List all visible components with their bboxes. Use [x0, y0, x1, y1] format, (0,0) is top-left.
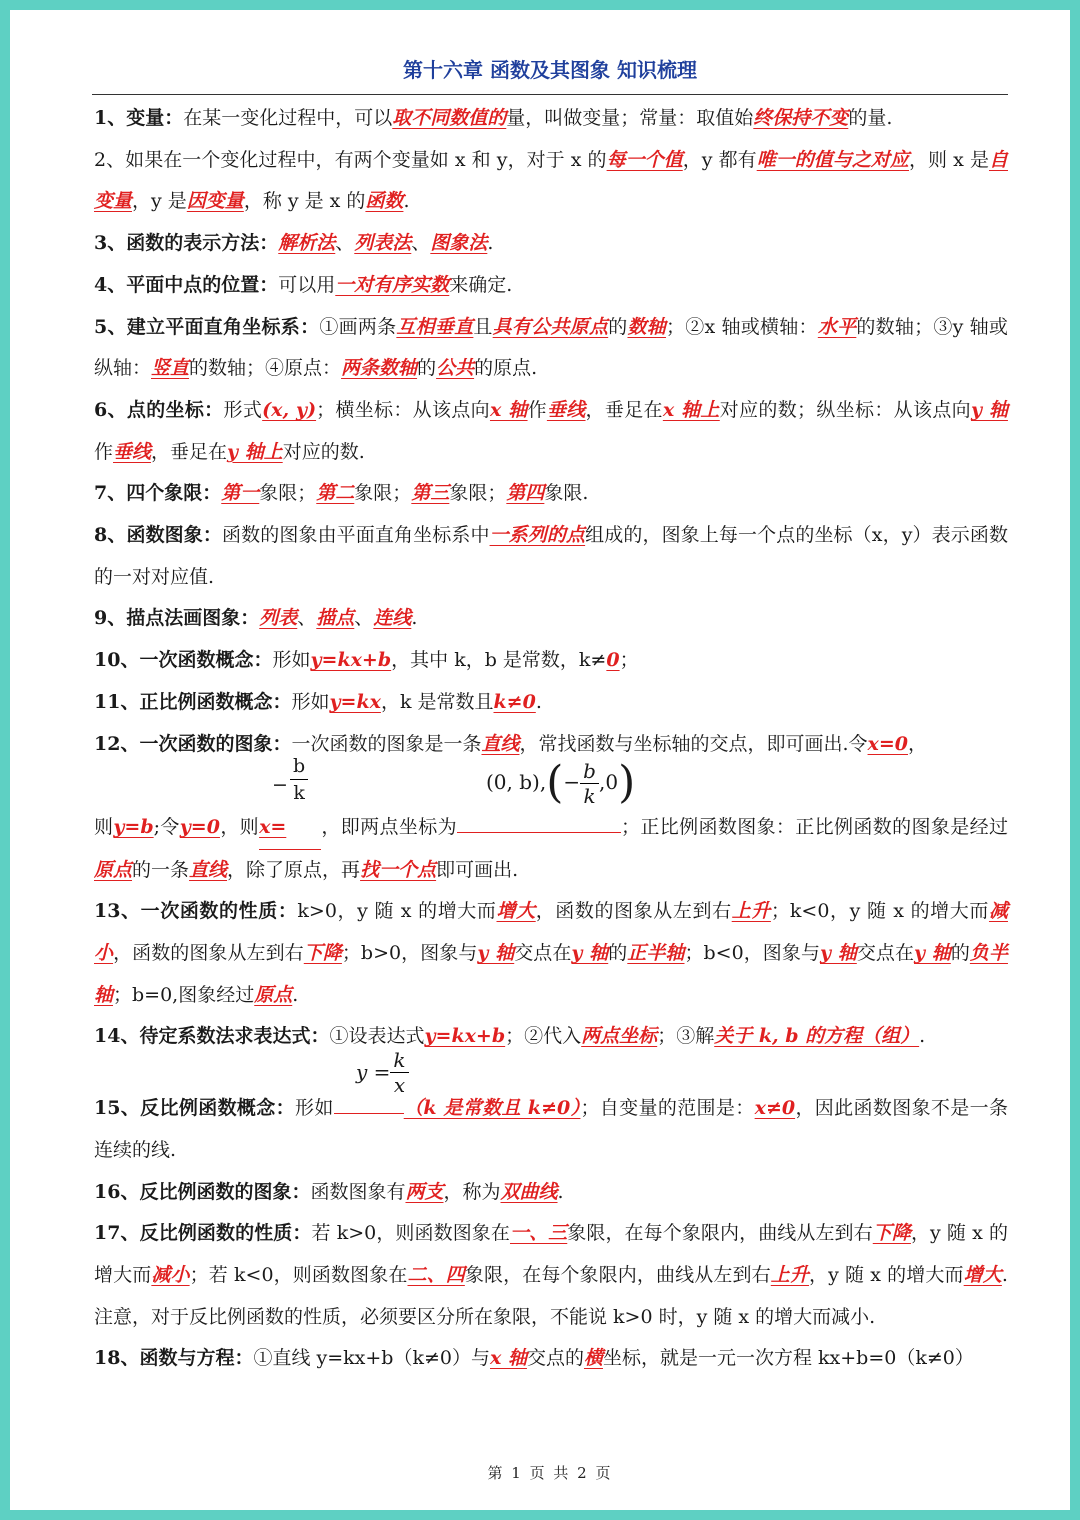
text: 的量. [848, 107, 893, 129]
text: ①直线 y=kx+b（k≠0）与 [253, 1347, 490, 1370]
item-label: 一次函数的图象： [139, 732, 292, 755]
answer: 垂线 [546, 398, 586, 421]
text: 、 [335, 232, 355, 255]
text: ， [908, 732, 928, 755]
answer: 一系列的点 [489, 524, 586, 547]
title-rule [92, 94, 1008, 95]
answer: k≠0 [493, 690, 536, 713]
text: .注意，对于反比例函数的性质，必须要区分所在象限，不能说 k>0 时，y 随 x 的增大而减小. [94, 1263, 1008, 1328]
answer: 列表 [259, 607, 298, 630]
text: ；k<0，y 随 x 的增大而 [770, 900, 989, 923]
text: 象限，在每个象限内，曲线从左到右 [567, 1222, 873, 1245]
item-9 [94, 598, 1008, 640]
answer: y=0 [179, 815, 220, 838]
item-number: 12、 [94, 732, 140, 755]
text: ，则 x 是 [909, 148, 989, 171]
text: ，y 都有 [682, 148, 757, 171]
text: ；若 k<0，则函数图象在 [189, 1263, 408, 1286]
text: 可以用 [278, 273, 336, 296]
text: ①设表达式 [329, 1025, 425, 1048]
item-number: 11、 [94, 690, 140, 713]
text: 作 [94, 440, 114, 463]
text: . [487, 232, 494, 255]
answer: 两条数轴 [341, 357, 418, 380]
item-number: 14、 [94, 1025, 140, 1048]
item-4 [94, 265, 1008, 307]
text: . [557, 1180, 564, 1203]
answer: （k 是常数且 k≠0） [403, 1097, 581, 1120]
answer: 数轴 [627, 315, 666, 338]
text: ，因此函数图象不是一条连续的线. [94, 1097, 1008, 1161]
answer: y=kx [329, 690, 381, 713]
answer: 第三 [411, 482, 450, 505]
text: 的数轴；③y 轴或纵轴： [94, 315, 1008, 380]
item-12-formula-line [94, 755, 1008, 809]
text: 的原点. [474, 357, 538, 380]
two-points-formula [486, 755, 635, 811]
text: ；③解 [657, 1025, 715, 1048]
item-label: 平面中点的位置： [126, 273, 279, 296]
text: ；②代入 [505, 1025, 582, 1048]
item-5 [94, 307, 1008, 390]
text: 函数的图象由平面直角坐标系中 [222, 524, 490, 547]
answer: 函数 [365, 190, 404, 213]
answer: 描点 [316, 607, 355, 630]
item-number: 13、 [94, 900, 141, 923]
answer: 双曲线 [500, 1180, 558, 1203]
text: 形如 [272, 649, 311, 672]
answer: 终保持不变 [753, 107, 849, 129]
paren-open: ( [546, 757, 564, 809]
text: 交点在 [514, 942, 572, 965]
answer: 自变量 [94, 148, 1008, 213]
text: ；正比例函数图象：正比例函数的图象是经过 [621, 815, 1008, 838]
item-number: 6、 [94, 398, 127, 421]
item-1 [94, 98, 1008, 140]
content [94, 98, 1008, 1380]
answer: 连线 [373, 607, 412, 630]
answer: 0 [606, 649, 620, 672]
item-label: 函数图象： [126, 524, 223, 547]
text: 形如 [291, 690, 330, 713]
text: ，函数的图象从左到右 [113, 942, 304, 965]
item-3 [94, 223, 1008, 265]
page-title: 第十六章 函数及其图象 知识梳理 [403, 58, 697, 82]
item-label: 待定系数法求表达式： [139, 1025, 330, 1048]
answer: 二、四 [407, 1263, 465, 1286]
answer: 上升 [770, 1263, 810, 1286]
answer: 列表法 [354, 232, 412, 255]
item-label: 函数的表示方法： [126, 232, 279, 255]
text: 组成的，图象上每一个点的坐标（x，y）表示函数的一对对应值. [94, 524, 1008, 588]
item-number: 17、 [94, 1222, 140, 1245]
item-label: 一次函数的性质： [140, 900, 298, 923]
item-number: 9、 [94, 607, 127, 630]
answer: y 轴上 [227, 440, 283, 463]
answer: x≠0 [754, 1097, 796, 1120]
answer: 减小 [151, 1263, 190, 1286]
text: ；横坐标：从该点向 [316, 398, 490, 421]
fraction-denominator: x [393, 1073, 406, 1098]
fraction-b-over-k [290, 753, 308, 806]
inverse-function-formula [356, 1048, 409, 1097]
text: ，y 随 x 的增大而 [809, 1263, 964, 1286]
text: ，称为 [443, 1180, 501, 1203]
answer: 垂线 [113, 440, 152, 463]
text: 交点的 [526, 1347, 584, 1370]
answer: y=kx+b [310, 649, 392, 672]
answer: (x, y) [262, 398, 317, 421]
text: 、 [297, 607, 317, 630]
item-label: 建立平面直角坐标系： [126, 315, 320, 338]
answer: 互相垂直 [396, 315, 474, 338]
text: 对应的数. [282, 440, 365, 463]
answer: 取不同数值的 [392, 107, 507, 129]
formula-lhs: y = [356, 1059, 391, 1084]
text: ； [619, 649, 639, 672]
item-label: 反比例函数的图象： [139, 1180, 311, 1203]
formula-fraction [390, 1048, 408, 1097]
item-label: 反比例函数的性质： [139, 1222, 312, 1245]
text: 形式 [223, 398, 263, 421]
blank-line [457, 832, 621, 833]
item-number: 3、 [94, 232, 127, 255]
text: ，常找函数与坐标轴的交点，即可画出.令 [519, 732, 868, 755]
answer: 具有公共原点 [492, 315, 609, 338]
answer: 一对有序实数 [335, 273, 450, 296]
text: 的 [608, 942, 628, 965]
text: ；b<0，图象与 [684, 942, 821, 965]
answer: y 轴 [571, 942, 609, 965]
text: 形如 [294, 1097, 334, 1120]
item-10 [94, 640, 1008, 682]
answer: 下降 [303, 942, 342, 965]
page-footer: 第 1 页 共 2 页 [487, 1464, 613, 1482]
item-label: 点的坐标： [126, 398, 224, 421]
text: 的数轴；④原点： [189, 357, 342, 380]
answer: y 轴 [914, 942, 951, 965]
fraction-denominator: k [583, 783, 596, 808]
text: 的 [417, 357, 437, 380]
text: ；②x 轴或横轴： [665, 315, 818, 338]
text: 来确定. [449, 273, 513, 296]
item-14 [94, 1016, 1008, 1058]
text: 的一条 [132, 858, 190, 881]
item-number: 8、 [94, 524, 127, 547]
answer: 第二 [316, 482, 355, 505]
answer: 正半轴 [627, 942, 685, 965]
text: 象限； [354, 482, 412, 505]
answer: 水平 [817, 315, 857, 338]
text: 象限； [259, 482, 317, 505]
text: 函数图象有 [310, 1180, 406, 1203]
answer: 第一 [221, 482, 260, 505]
point-2-minus: − [563, 770, 581, 795]
item-label: 描点法画图象： [126, 607, 260, 630]
item-label: 变量： [126, 107, 184, 129]
text: 若 k>0，则函数图象在 [311, 1222, 510, 1245]
item-label: 反比例函数概念： [140, 1097, 295, 1120]
text: 、 [411, 232, 431, 255]
answer: 找一个点 [360, 858, 437, 881]
answer: 增大 [963, 1263, 1002, 1286]
item-11 [94, 682, 1008, 724]
text: ;令 [153, 815, 180, 838]
text: 的 [608, 315, 628, 338]
answer: x=0 [867, 732, 909, 755]
answer: x 轴 [490, 1347, 527, 1370]
text: 一次函数的图象是一条 [291, 732, 482, 755]
text: ；b=0,图象经过 [113, 983, 255, 1006]
answer: 两点坐标 [581, 1025, 658, 1048]
text: ，则 [219, 815, 260, 838]
item-number: 10、 [94, 649, 140, 672]
text: 即可画出. [436, 858, 519, 881]
text: ，其中 k，b 是常数，k≠ [391, 649, 607, 672]
text: 坐标，就是一元一次方程 kx+b=0（k≠0） [602, 1347, 974, 1370]
answer: y=b [113, 815, 154, 838]
text: ，垂足在 [585, 398, 663, 421]
text: 在某一变化过程中，可以 [183, 107, 393, 129]
text: . [403, 190, 410, 213]
item-number: 15、 [94, 1097, 141, 1120]
text: 、 [354, 607, 374, 630]
item-15 [94, 1088, 1008, 1171]
answer: 每一个值 [606, 148, 683, 171]
text: . [919, 1025, 926, 1048]
text: ，k 是常数且 [380, 690, 494, 713]
text: 且 [473, 315, 493, 338]
answer: y 轴 [970, 398, 1008, 421]
item-15-formula-line [94, 1048, 1008, 1098]
item-7 [94, 473, 1008, 515]
item-number: 7、 [94, 482, 127, 505]
fraction-numerator: k [390, 1048, 408, 1073]
item-12-cont [94, 807, 1008, 891]
item-number: 2、 [94, 148, 126, 171]
answer: 因变量 [186, 190, 244, 213]
text: 象限，在每个象限内，曲线从左到右 [464, 1263, 771, 1286]
item-16 [94, 1172, 1008, 1214]
text: . [535, 690, 542, 713]
fraction-minus: − [272, 774, 288, 797]
answer: 下降 [872, 1222, 911, 1245]
item-13 [94, 891, 1008, 1016]
item-6 [94, 390, 1008, 473]
text: ；自变量的范围是： [580, 1097, 755, 1120]
text: 象限. [544, 482, 589, 505]
answer: 公共 [436, 357, 475, 380]
answer: 第四 [506, 482, 545, 505]
text: ，除了原点，再 [227, 858, 361, 881]
answer: x 轴 [489, 398, 528, 421]
text: ，y 是 [132, 190, 187, 213]
item-8 [94, 515, 1008, 598]
text: . [411, 607, 418, 630]
item-number: 5、 [94, 315, 127, 338]
blank-line [334, 1113, 404, 1114]
item-label: 函数与方程： [139, 1347, 254, 1370]
point-1: (0, b), [486, 770, 547, 795]
item-number: 16、 [94, 1180, 140, 1203]
answer: 关于 k, b 的方程（组） [714, 1025, 920, 1048]
answer: x 轴上 [662, 398, 720, 421]
text: 作 [527, 398, 547, 421]
text: 量，叫做变量；常量：取值始 [506, 107, 754, 129]
point-2-fraction [580, 759, 599, 808]
answer: 解析法 [278, 232, 336, 255]
text: ①画两条 [319, 315, 397, 338]
fraction-numerator: b [290, 753, 308, 780]
text: 象限； [449, 482, 507, 505]
answer: 直线 [481, 732, 520, 755]
answer: 唯一的值与之对应 [756, 148, 909, 171]
answer: x= [259, 807, 321, 850]
text: ，垂足在 [151, 440, 228, 463]
text: ，称 y 是 x 的 [243, 190, 366, 213]
item-17 [94, 1213, 1008, 1338]
text: . [292, 983, 299, 1006]
paren-close: ) [618, 757, 636, 809]
text: 如果在一个变化过程中，有两个变量如 x 和 y，对于 x 的 [125, 148, 607, 171]
text: 则 [94, 815, 114, 838]
answer: 两支 [405, 1180, 444, 1203]
text: 的 [950, 942, 970, 965]
text: ，函数的图象从左到右 [535, 900, 732, 923]
answer: 负半轴 [94, 942, 1008, 1006]
item-label: 四个象限： [126, 482, 222, 505]
fraction-numerator: b [580, 759, 599, 784]
item-label: 正比例函数概念： [139, 690, 292, 713]
answer: y 轴 [477, 942, 515, 965]
fraction-denominator: k [293, 782, 305, 805]
item-number: 18、 [94, 1347, 140, 1370]
text: ，即两点坐标为 [321, 815, 457, 838]
answer: 原点 [254, 983, 293, 1006]
text: 交点在 [856, 942, 915, 965]
item-number: 4、 [94, 273, 127, 296]
item-18 [94, 1338, 1008, 1380]
item-number: 1、 [94, 107, 127, 129]
answer: y=kx+b [424, 1025, 506, 1048]
answer: 竖直 [151, 357, 190, 380]
answer: 直线 [189, 858, 228, 881]
item-2 [94, 140, 1008, 223]
answer: y 轴 [820, 942, 857, 965]
text: ；b>0，图象与 [341, 942, 478, 965]
answer: 横 [583, 1347, 603, 1370]
text: ，y 随 x 的增大而 [94, 1222, 1008, 1286]
text: 对应的数；纵坐标：从该点向 [719, 398, 971, 421]
point-2-tail: ,0 [598, 770, 619, 795]
answer: 图象法 [430, 232, 488, 255]
answer: 上升 [731, 900, 771, 923]
answer: 减小 [94, 900, 1008, 965]
answer: 增大 [496, 900, 536, 923]
answer: 原点 [94, 858, 133, 881]
answer: 一、三 [509, 1222, 568, 1245]
text: k>0，y 随 x 的增大而 [297, 900, 497, 923]
item-label: 一次函数概念： [139, 649, 273, 672]
